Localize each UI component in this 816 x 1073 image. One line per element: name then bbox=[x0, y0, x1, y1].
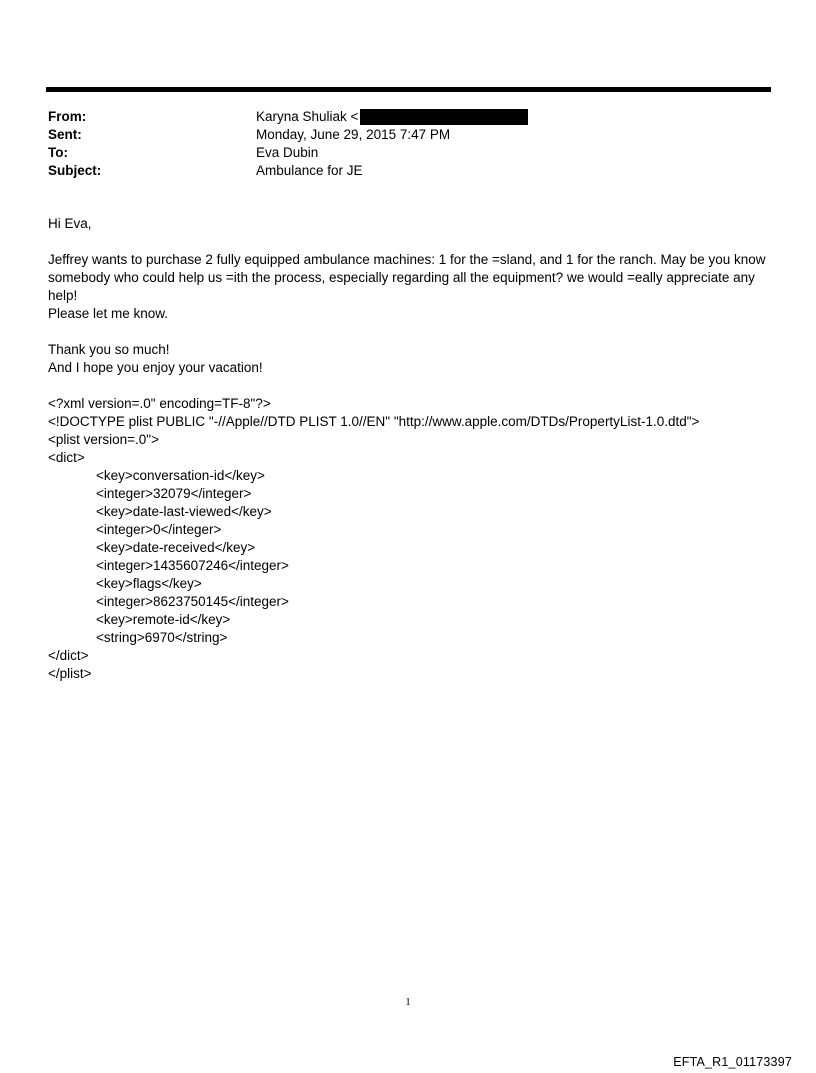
xml-line: </dict> bbox=[48, 648, 89, 663]
xml-line: <integer>32079</integer> bbox=[96, 486, 252, 501]
xml-line: <string>6970</string> bbox=[96, 630, 228, 645]
xml-line: <plist version=.0"> bbox=[48, 432, 159, 447]
from-row bbox=[48, 108, 768, 126]
page-number: 1 bbox=[405, 996, 411, 1008]
sent-value: Monday, June 29, 2015 7:47 PM bbox=[256, 127, 451, 142]
spacer bbox=[48, 377, 778, 395]
xml-line: <key>conversation-id</key> bbox=[96, 468, 265, 483]
from-name: Karyna Shuliak < bbox=[256, 109, 359, 124]
xml-line: </plist> bbox=[48, 666, 92, 681]
xml-line: <integer>8623750145</integer> bbox=[96, 594, 289, 609]
redaction-block bbox=[360, 109, 528, 125]
xml-line: <?xml version=.0" encoding=TF-8"?> bbox=[48, 396, 271, 411]
xml-line: <key>date-last-viewed</key> bbox=[96, 504, 272, 519]
greeting: Hi Eva, bbox=[48, 216, 92, 231]
sent-label: Sent: bbox=[48, 127, 82, 142]
body-line: Jeffrey wants to purchase 2 fully equipped ambulance machines: 1 for the =sland, and 1 for the ranch. May be you know bbox=[48, 252, 766, 267]
subject-label: Subject: bbox=[48, 163, 102, 178]
xml-plist-block bbox=[48, 395, 778, 683]
body-line: help! bbox=[48, 288, 78, 303]
body-line: somebody who could help us =ith the process, especially regarding all the equipment? we would =eally appreciate any bbox=[48, 270, 755, 285]
xml-line: <integer>1435607246</integer> bbox=[96, 558, 289, 573]
body-line: Please let me know. bbox=[48, 306, 169, 321]
spacer bbox=[48, 233, 778, 251]
email-header bbox=[48, 108, 768, 180]
xml-line: <!DOCTYPE plist PUBLIC "-//Apple//DTD PLIST 1.0//EN" "http://www.apple.com/DTDs/PropertyList-1.0.dtd"> bbox=[48, 414, 700, 429]
to-label: To: bbox=[48, 145, 68, 160]
spacer bbox=[48, 323, 778, 341]
to-row bbox=[48, 144, 768, 162]
email-body bbox=[48, 215, 778, 683]
from-label: From: bbox=[48, 109, 87, 124]
xml-line: <dict> bbox=[48, 450, 85, 465]
closing-line: Thank you so much! bbox=[48, 342, 170, 357]
xml-line: <key>date-received</key> bbox=[96, 540, 256, 555]
header-divider bbox=[46, 87, 771, 92]
xml-line: <integer>0</integer> bbox=[96, 522, 222, 537]
subject-value: Ambulance for JE bbox=[256, 163, 363, 178]
xml-line: <key>flags</key> bbox=[96, 576, 202, 591]
from-value bbox=[256, 108, 528, 126]
document-id: EFTA_R1_01173397 bbox=[673, 1055, 792, 1069]
subject-row bbox=[48, 162, 768, 180]
sent-row bbox=[48, 126, 768, 144]
to-value: Eva Dubin bbox=[256, 145, 319, 160]
xml-line: <key>remote-id</key> bbox=[96, 612, 231, 627]
closing-line: And I hope you enjoy your vacation! bbox=[48, 360, 263, 375]
